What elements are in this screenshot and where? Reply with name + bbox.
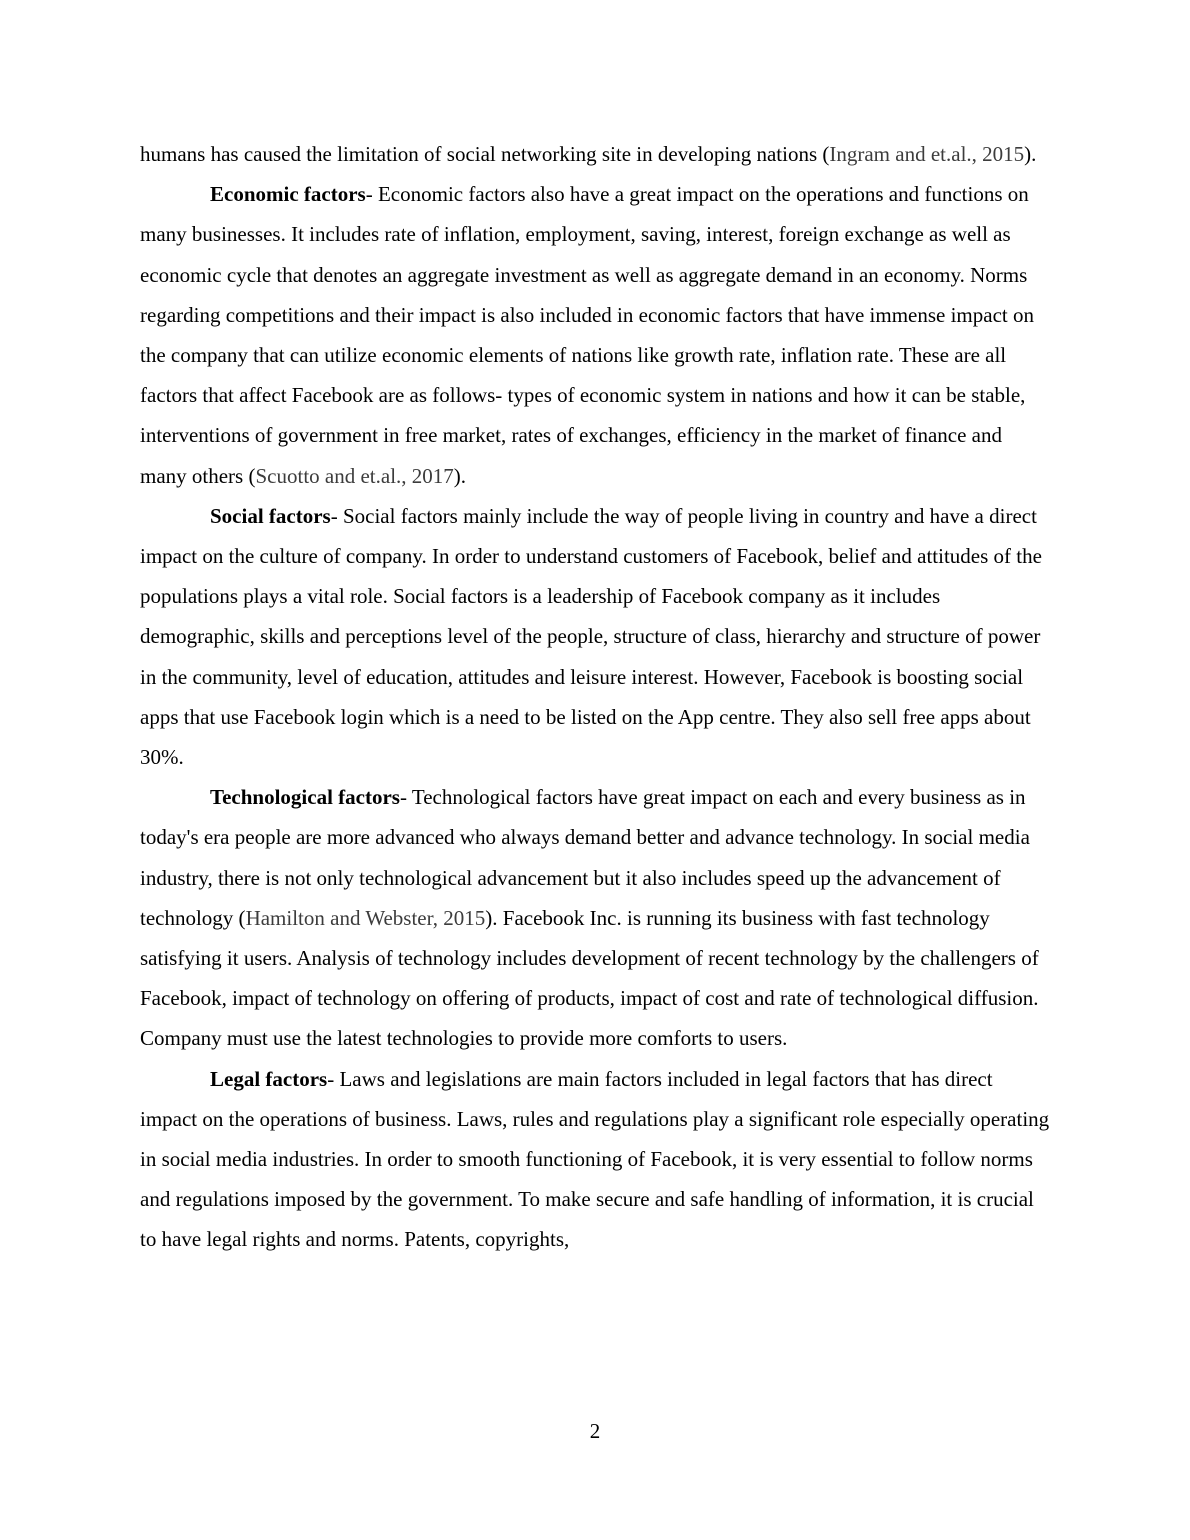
text-segment: - Social factors mainly include the way of people living in country and have a direct impact on the culture of company. In order to understand customers of Facebook, belief and attitudes of the populations plays a vital role. Social factors is a leadership of Facebook company as it includes demographic, skills and perceptions level of the people, structure of class, hierarchy and structure of power in the community, level of education, attitudes and leisure interest. However, Facebook is boosting social apps that use Facebook login which is a need to be listed on the App centre. They also sell free apps about 30%. (140, 503, 1042, 770)
paragraph-technological-factors (140, 777, 1050, 1058)
page-number: 2 (589, 1419, 601, 1443)
citation: Hamilton and Webster, 2015 (245, 905, 486, 930)
text-segment: ). (1024, 142, 1037, 166)
paragraph-continuation (140, 134, 1050, 174)
section-heading: Economic factors (210, 182, 366, 207)
paragraph-economic-factors (140, 174, 1050, 496)
text-segment: - Laws and legislations are main factors included in legal factors that has direct impact on the operations of business. Laws, rules and regulations play a significant role especially operating in social media industries. In order to smooth functioning of Facebook, it is very essential to follow norms and regulations imposed by the government. To make secure and safe handling of information, it is crucial to have legal rights and norms. Patents, copyrights, (140, 1066, 1050, 1252)
section-heading: Legal factors (210, 1066, 328, 1091)
section-heading: Social factors (210, 503, 331, 528)
citation: Ingram and et.al., 2015 (829, 142, 1025, 166)
text-segment: - Technological factors have great impact on each and every business as in today's era people are more advanced who always demand better and advance technology. In social media industry, there is not only technological advancement but it also includes speed up the advancement of technology ( (140, 785, 1030, 930)
text-segment: humans has caused the limitation of social networking site in developing nations ( (140, 142, 830, 166)
paragraph-legal-factors (140, 1059, 1050, 1260)
text-segment: ). Facebook Inc. is running its business with fast technology satisfying it users. Analysis of technology includes development of recent technology by the challengers of Facebook, impact of technology on offering of products, impact of cost and rate of technological diffusion. Company must use the latest technologies to provide more comforts to users. (140, 905, 1039, 1051)
section-heading: Technological factors (210, 785, 400, 810)
paragraph-social-factors (140, 496, 1050, 777)
text-segment: - Economic factors also have a great impact on the operations and functions on many businesses. It includes rate of inflation, employment, saving, interest, foreign exchange as well as economic cycle that denotes an aggregate investment as well as aggregate demand in an economy. Norms regarding competitions and their impact is also included in economic factors that have immense impact on the company that can utilize economic elements of nations like growth rate, inflation rate. These are all factors that affect Facebook are as follows- types of economic system in nations and how it can be stable, interventions of government in free market, rates of exchanges, efficiency in the market of finance and many others ( (140, 182, 1034, 488)
document-body (140, 134, 1050, 1260)
citation: Scuotto and et.al., 2017 (255, 463, 454, 488)
text-segment: ). (453, 463, 467, 488)
